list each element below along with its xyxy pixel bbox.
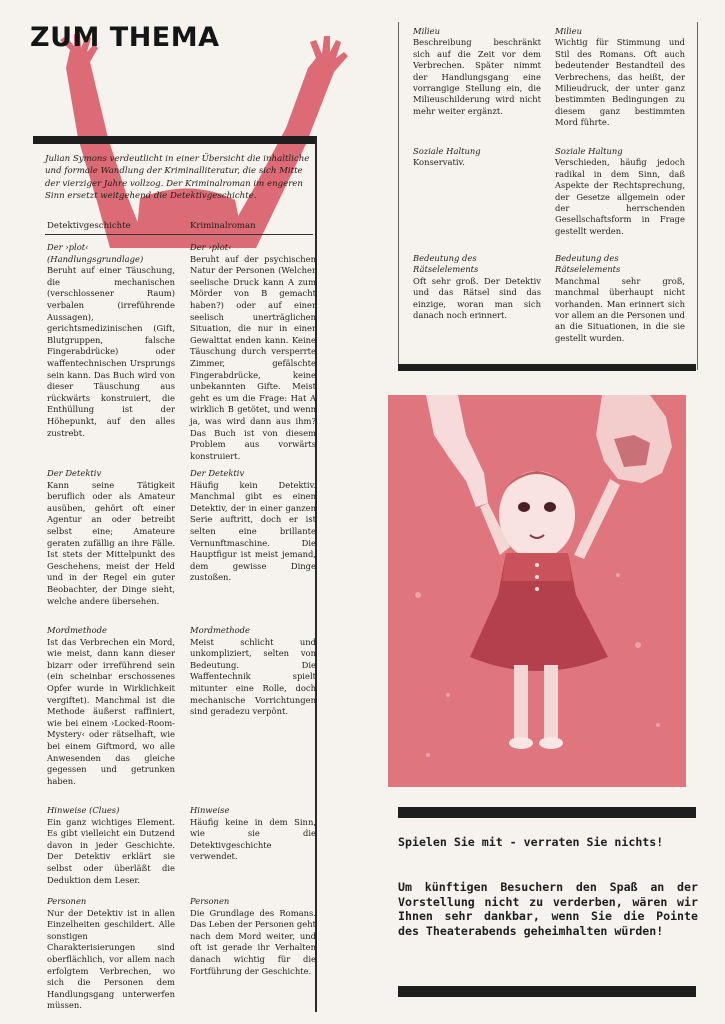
section-clues-crime-novel <box>190 805 316 863</box>
column-header-crime-novel: Kriminalroman <box>190 221 256 231</box>
section-social-attitude-crime-novel <box>555 146 685 237</box>
section-social-attitude-detective <box>413 146 541 169</box>
section-puzzle-element-detective <box>413 253 541 321</box>
section-heading: Personen <box>47 896 87 906</box>
page-title: ZUM THEMA <box>30 22 220 53</box>
section-heading: Hinweise <box>190 805 230 815</box>
section-body: Wichtig für Stimmung und Stil des Romans. Oft auch bedeutender Bestandteil des Verbrechens, das heißt, der Milieudruck, der unter ganz bestimmten Bedingungen zu diesem ganz bestimmten Mord führte. <box>555 37 685 128</box>
section-heading: Bedeutung des Rätselelements <box>413 253 479 275</box>
notice-body: Um künftigen Besuchern den Spaß an der Vorstellung nicht zu verderben, wären wir Ihnen sehr dankbar, wenn Sie die Pointe des Theaterabends geheimhalten würden! <box>398 880 698 938</box>
notice-headline: Spielen Sie mit - verraten Sie nichts! <box>398 835 664 849</box>
section-body: Manchmal sehr groß, manchmal überhaupt nicht vorhanden. Man erinnert sich vor allem an die Personen und an die Situationen, in die sie gestellt wurden. <box>555 275 685 343</box>
section-heading: Soziale Haltung <box>555 146 623 156</box>
section-murder-method-detective <box>47 625 175 787</box>
section-heading: Mordmethode <box>47 625 107 635</box>
section-body: Beruht auf der psychischen Natur der Personen (Welcher seelische Druck kann A zum Mörder von B gemacht haben?) oder auf einer seelisch unerträglichen Situation, die nur in einer Gewalttat enden kann. Keine Täuschung durch versperrte Zimmer, gefälschte Fingerabdrücke, keine unbekannten Gifte. Meist geht es um die Frage: Hat A wirklich B getötet, und wenn ja, was wird dann aus ihm? Das Buch ist von diesem Problem aus vorwärts konstruiert. <box>190 253 316 461</box>
section-detective-crime-novel <box>190 468 316 584</box>
section-heading: Personen <box>190 896 230 906</box>
section-plot-crime-novel <box>190 242 316 462</box>
section-characters-crime-novel <box>190 896 316 977</box>
section-heading: Mordmethode <box>190 625 250 635</box>
section-body: Die Grundlage des Romans. Das Leben der Personen geht nach dem Mord weiter, und oft ist gerade ihr Verhalten danach wichtig für die Fortführung der Geschichte. <box>190 907 316 976</box>
column-header-detective-story: Detektivgeschichte <box>47 221 131 231</box>
section-body: Beruht auf einer Täuschung, die mechanischen (verschlossener Raum) verbalen (irreführende Aussagen), gerichtsmedizinischen (Gift, Blutgruppen, falsche Fingerabdrücke) oder waffentechnischen Ursprungs sein kann. Das Buch wird von dieser Täuschung aus rückwärts konstruiert, die Enthüllung ist der Höhepunkt, auf den alles zustrebt. <box>47 265 175 438</box>
section-body: Nur der Detektiv ist in allen Einzelheiten geschildert. Alle sonstigen Charakterisierungen sind oberflächlich, vor allem nach erfolgtem Verbrechen, wo sich die Personen dem Handlungsgang unterwerfen müssen. <box>47 907 175 1011</box>
section-heading: Der ›plot‹ <box>190 242 232 252</box>
section-body: Häufig kein Detektiv. Manchmal gibt es einen Detektiv, der in einer ganzen Serie auftritt, doch er ist selten eine brillante Vernunftmaschine. Die Hauptfigur ist meist jemand, dem gewisse Dinge zustoßen. <box>190 479 316 583</box>
section-body: Konservativ. <box>413 157 465 168</box>
section-heading: Der Detektiv <box>190 468 245 478</box>
section-body: Meist schlicht und unkompliziert, selten von Bedeutung. Die Waffentechnik spielt mitunter eine Rolle, doch mechanische Vorrichtungen sind geradezu verpönt. <box>190 636 316 717</box>
section-heading: Hinweise (Clues) <box>47 805 120 815</box>
section-heading: Bedeutung des Rätselelements <box>555 253 621 275</box>
section-murder-method-crime-novel <box>190 625 316 718</box>
intro-text: Julian Symons verdeutlicht in einer Übersicht die inhaltliche und formale Wandlung der Kriminalliteratur, die sich Mitte der vierziger Jahre vollzog. Der Kriminalroman im engeren Sinn ersetzt weitgehend die Detektivgeschichte. <box>45 154 310 202</box>
section-heading: Der ›plot‹ (Handlungsgrundlage) <box>47 242 144 264</box>
column-divider <box>45 234 313 235</box>
section-milieu-crime-novel <box>555 26 685 129</box>
section-detective-detective <box>47 468 175 607</box>
continuation-bottom-bar <box>398 364 696 371</box>
section-heading: Milieu <box>413 26 440 36</box>
section-body: Kann seine Tätigkeit beruflich oder als Amateur ausüben, gehört oft einer Agentur an oder betreibt selbst eine; Amateure geraten zufällig an ihre Fälle. Ist stets der Mittelpunkt des Geschehens, meist der Held und in der Regel ein guter Beobachter, der Dinge sieht, welche andere übersehen. <box>47 479 175 606</box>
section-heading: Soziale Haltung <box>413 146 481 156</box>
section-heading: Milieu <box>555 26 582 36</box>
section-milieu-detective <box>413 26 541 117</box>
notice-top-bar <box>398 807 696 818</box>
section-clues-detective <box>47 805 175 886</box>
notice-bottom-bar <box>398 986 696 997</box>
section-puzzle-element-crime-novel <box>555 253 685 344</box>
section-body: Ist das Verbrechen ein Mord, wie meist, dann kann dieser bizarr oder irreführend sein (ein scheinbar erschossenes Opfer wurde in Wirklichkeit vergiftet). Manchmal ist die Methode äußerst raffiniert, wie bei einem ›Locked-Room-Mystery‹ oder rätselhaft, wie bei einem Giftmord, wo alle Anwesenden das gleiche gegessen und getrunken haben. <box>47 636 175 786</box>
section-body: Häufig keine in dem Sinn, wie sie die Detektivgeschichte verwendet. <box>190 816 316 862</box>
section-body: Verschieden, häufig jedoch radikal in dem Sinn, daß Aspekte der Rechtsprechung, der Gesetze allgemein oder der herrschenden Gesellschaftsform in Frage gestellt werden. <box>555 157 685 236</box>
section-characters-detective <box>47 896 175 1012</box>
section-heading: Der Detektiv <box>47 468 102 478</box>
section-body: Beschreibung beschränkt sich auf die Zeit vor dem Verbrechen. Später nimmt der Handlungsgang eine vorrangige Stellung ein, die Milieuschilderung wird nicht mehr weiter ergänzt. <box>413 37 541 116</box>
section-body: Oft sehr groß. Der Detektiv und das Rätsel sind das einzige, woran man sich danach noch erinnert. <box>413 275 541 321</box>
section-body: Ein ganz wichtiges Element. Es gibt vielleicht ein Dutzend davon in jeder Geschichte. Der Detektiv erklärt sie selbst oder überläßt die Deduktion dem Leser. <box>47 816 175 885</box>
doll-photo <box>388 395 686 787</box>
section-plot-detective <box>47 242 175 439</box>
